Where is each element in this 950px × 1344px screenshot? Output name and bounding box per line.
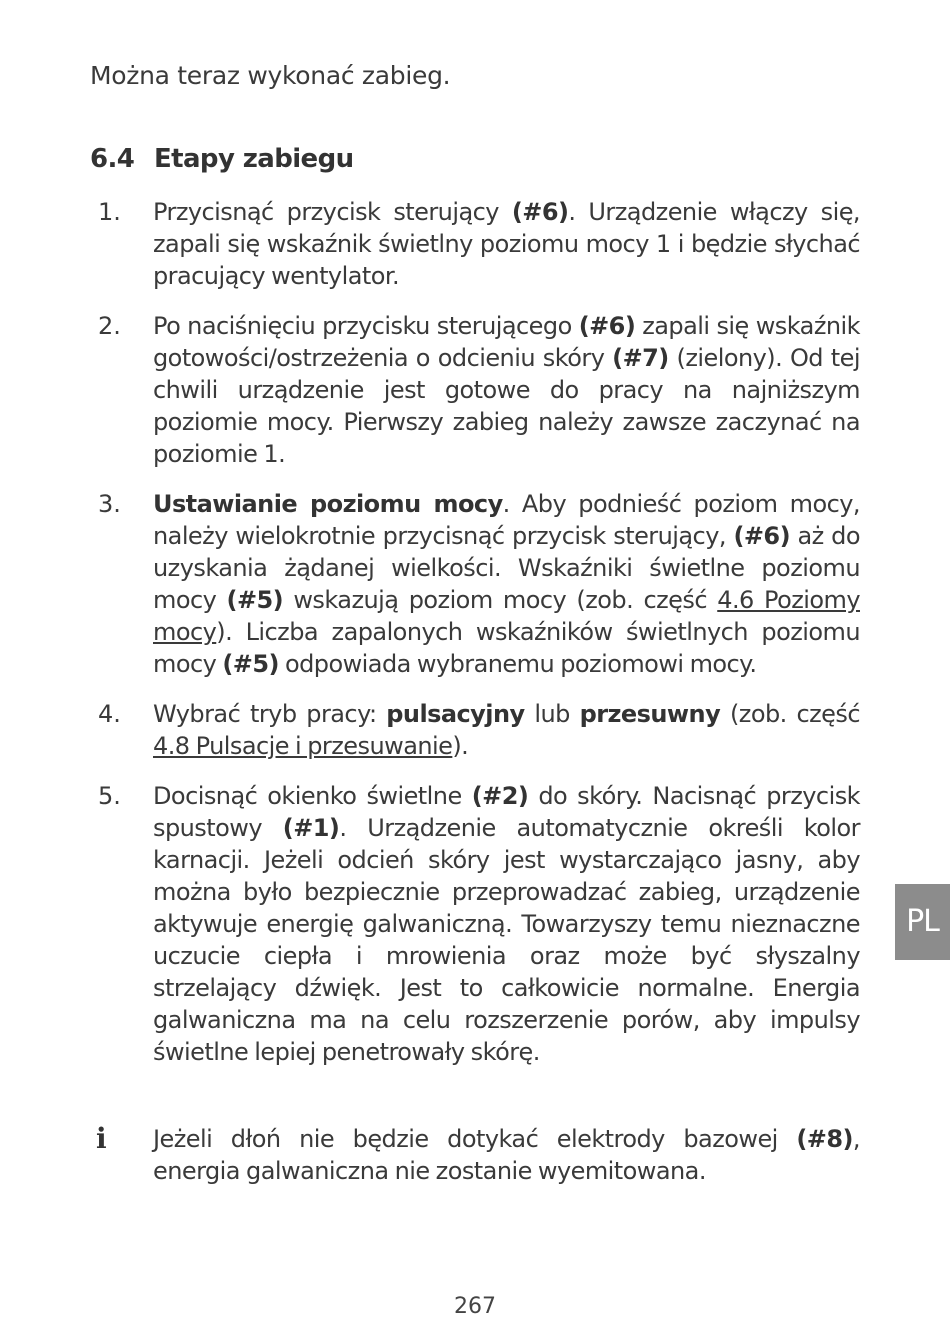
step-text: [153, 488, 860, 680]
step-number: 1.: [98, 198, 121, 226]
cross-reference-link[interactable]: 4.8 Pulsacje i przesuwanie: [153, 732, 453, 760]
text-segment: Przycisnąć przycisk sterujący: [153, 198, 512, 226]
list-item: [90, 698, 860, 762]
section-number: 6.4: [90, 144, 135, 174]
info-note: [90, 1123, 860, 1187]
text-segment: aż do uzyskania żądanej wielkości. Wskaźniki świetlne poziomu mocy: [153, 522, 860, 614]
text-segment: Docisnąć okienko świetlne: [153, 782, 472, 810]
step-text: [153, 698, 860, 762]
page-number: 267: [454, 1294, 496, 1319]
section-heading: [90, 142, 354, 176]
step-number: 5.: [98, 782, 121, 810]
text-segment: zapali się wskaźnik gotowości/ostrzeżenia o odcieniu skóry: [153, 312, 860, 372]
text-segment: (zob. część: [720, 700, 860, 728]
bold-reference: (#8): [796, 1125, 853, 1153]
steps-list: [90, 196, 860, 1086]
list-item: [90, 310, 860, 470]
list-item: [90, 780, 860, 1068]
bold-reference: (#6): [511, 198, 569, 226]
bold-reference: (#7): [612, 344, 669, 372]
bold-reference: przesuwny: [579, 700, 721, 728]
bold-reference: (#6): [733, 522, 790, 550]
text-segment: odpowiada wybranemu poziomowi mocy.: [278, 650, 757, 678]
bold-reference: (#6): [578, 312, 636, 340]
text-segment: Po naciśnięciu przycisku sterującego: [153, 312, 579, 340]
step-text: [153, 310, 860, 470]
list-item: [90, 196, 860, 292]
text-segment: . Urządzenie włączy się, zapali się wskaźnik świetlny poziomu mocy 1 i będzie słychać pracujący wentylator.: [153, 198, 860, 290]
text-segment: , energia galwaniczna nie zostanie wyemitowana.: [153, 1125, 860, 1185]
text-segment: do skóry. Nacisnąć przycisk spustowy: [153, 782, 860, 842]
text-segment: ). Liczba zapalonych wskaźników świetlnych poziomu mocy: [153, 618, 860, 678]
step-number: 4.: [98, 700, 121, 728]
text-segment: . Urządzenie automatycznie określi kolor karnacji. Jeżeli odcień skóry jest wystarczająco jasny, aby można było bezpiecznie przeprowadzać zabieg, urządzenie aktywuje energię galwaniczną. Towarzyszy temu nieznaczne uczucie ciepła i mrowienia oraz może być słyszalny strzelający dźwięk. Jest to całkowicie normalne. Energia galwaniczna ma na celu rozszerzenie porów, aby impulsy świetlne lepiej penetrowały skórę.: [153, 814, 861, 1066]
text-segment: (zielony). Od tej chwili urządzenie jest gotowe do pracy na najniższym poziomie mocy. Pierwszy zabieg należy zawsze zaczynać na poziomie 1.: [153, 344, 860, 468]
text-segment: wskazują poziom mocy (zob. część: [283, 586, 718, 614]
language-tab: PL: [895, 884, 950, 960]
text-segment: Wybrać tryb pracy:: [153, 700, 387, 728]
section-title: Etapy zabiegu: [154, 144, 354, 174]
step-text: [153, 780, 860, 1068]
intro-text: Można teraz wykonać zabieg.: [90, 61, 451, 90]
text-segment: ).: [452, 732, 469, 760]
text-segment: Jeżeli dłoń nie będzie dotykać elektrody bazowej: [153, 1125, 797, 1153]
text-segment: lub: [524, 700, 580, 728]
info-icon: i: [96, 1122, 107, 1155]
bold-reference: (#5): [222, 650, 279, 678]
info-note-text: [153, 1123, 860, 1187]
list-item: [90, 488, 860, 680]
cross-reference-link[interactable]: 4.6 Poziomy mocy: [153, 586, 860, 646]
bold-reference: (#2): [471, 782, 529, 810]
bold-reference: (#5): [226, 586, 284, 614]
step-text: [153, 196, 860, 292]
bold-reference: Ustawianie poziomu mocy: [153, 490, 503, 518]
bold-reference: pulsacyjny: [386, 700, 525, 728]
step-number: 2.: [98, 312, 121, 340]
bold-reference: (#1): [282, 814, 340, 842]
step-number: 3.: [98, 490, 121, 518]
text-segment: . Aby podnieść poziom mocy, należy wielokrotnie przycisnąć przycisk sterujący,: [153, 490, 860, 550]
